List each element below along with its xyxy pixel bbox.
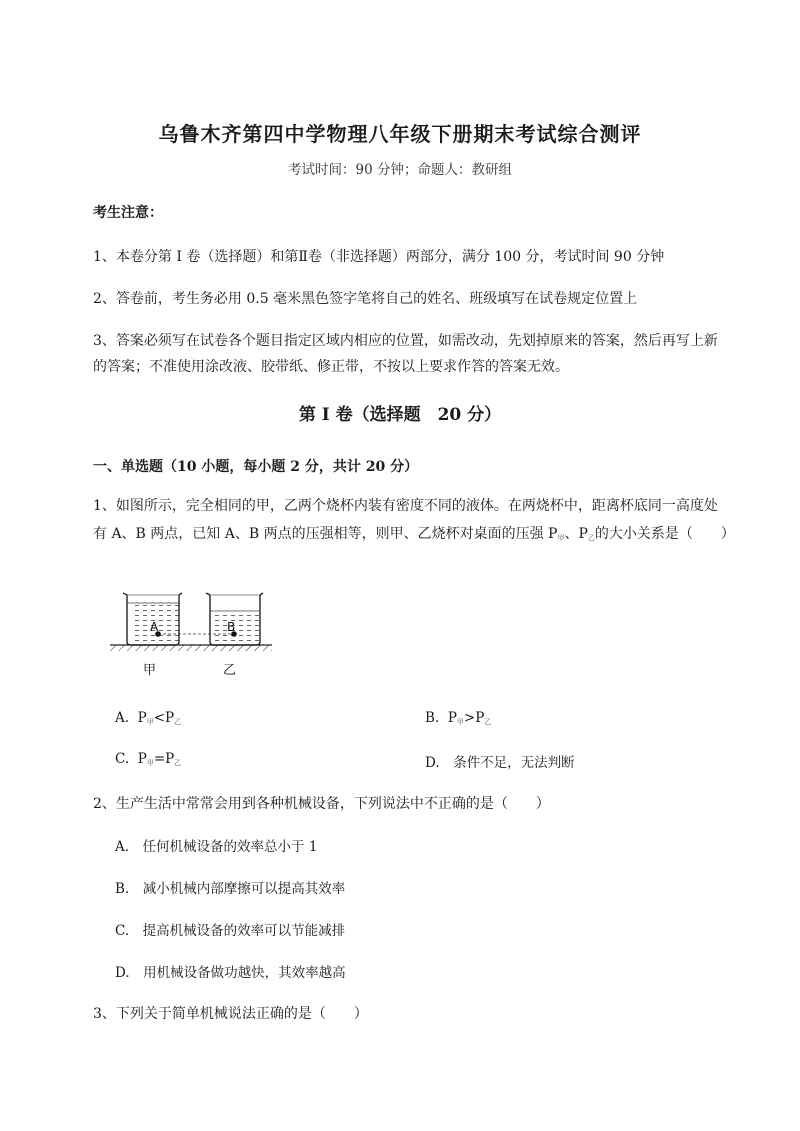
table-hatching [110, 645, 272, 651]
q1-option-b-prefix: B. [425, 710, 440, 726]
subscript-yi: 乙 [174, 718, 182, 726]
subscript-yi: 乙 [587, 534, 595, 542]
notice-item-3-line-1: 3、答案必须写在试卷各个题目指定区域内相应的位置，如需改动，先划掉原来的答案，然后再写上新 [93, 333, 718, 349]
subscript-jia: 甲 [146, 718, 154, 726]
q1-option-d[interactable]: D. 条件不足，无法判断 [425, 755, 575, 771]
section-title: 第 I 卷（选择题 20 分） [298, 405, 502, 425]
q1-option-a-prefix: A. [115, 710, 130, 726]
q1-option-c-prefix: C. [115, 751, 130, 767]
q1-stem-mid: 、P [564, 526, 588, 542]
beakers-figure [110, 583, 280, 683]
q2-stem: 2、生产生活中常常会用到各种机械设备，下列说法中不正确的是（ ） [93, 796, 550, 812]
q1-option-b[interactable] [425, 710, 491, 727]
q1-option-a-op: <P [153, 710, 175, 726]
subscript-jia: 甲 [456, 718, 464, 726]
subscript-yi: 乙 [484, 718, 492, 726]
notice-item-3-line-2: 的答案；不准使用涂改液、胶带纸、修正带，不按以上要求作答的答案无效。 [93, 359, 569, 375]
q3-stem: 3、下列关于简单机械说法正确的是（ ） [93, 1006, 368, 1022]
q1-stem-end: 的大小关系是（ ） [594, 526, 735, 542]
beaker-jia-label: 甲 [143, 663, 157, 678]
q1-stem-line-2 [93, 523, 735, 543]
point-b-label: B [227, 620, 236, 634]
q1-option-b-p1: P [447, 710, 457, 726]
point-a-label: A [150, 620, 159, 634]
beaker-yi-label: 乙 [223, 663, 237, 678]
q1-stem-line-1: 1、如图所示，完全相同的甲，乙两个烧杯内装有密度不同的液体。在两烧杯中，距离杯底同一高度处 [93, 498, 718, 514]
exam-subtitle: 考试时间：90 分钟；命题人：教研组 [288, 162, 512, 178]
q2-option-b[interactable]: B. 减小机械内部摩擦可以提高其效率 [115, 881, 346, 897]
part-heading: 一、单选题（10 小题，每小题 2 分，共计 20 分） [93, 459, 419, 475]
subscript-yi: 乙 [174, 759, 182, 767]
q1-stem-start: 有 A、B 两点，已知 A、B 两点的压强相等，则甲、乙烧杯对桌面的压强 P [93, 526, 558, 542]
q2-option-c[interactable]: C. 提高机械设备的效率可以节能减排 [115, 923, 346, 939]
q2-option-d[interactable]: D. 用机械设备做功越快，其效率越高 [115, 965, 346, 981]
exam-title: 乌鲁木齐第四中学物理八年级下册期末考试综合测评 [158, 122, 642, 146]
notice-item-1: 1、本卷分第 I 卷（选择题）和第Ⅱ卷（非选择题）两部分，满分 100 分，考试时间 90 分钟 [93, 249, 665, 265]
subscript-jia: 甲 [557, 534, 565, 542]
beaker-jia [123, 593, 182, 645]
q1-option-c-p1: P [137, 751, 147, 767]
notice-heading: 考生注意： [93, 205, 163, 221]
q1-option-c[interactable] [115, 751, 181, 768]
q1-option-c-op: =P [153, 751, 175, 767]
beaker-yi [206, 593, 263, 645]
liquid-yi [215, 611, 260, 642]
q2-option-a[interactable]: A. 任何机械设备的效率总小于 1 [115, 839, 318, 855]
q1-option-a[interactable] [115, 710, 181, 727]
subscript-jia: 甲 [146, 759, 154, 767]
q1-option-a-p1: P [137, 710, 147, 726]
q1-option-b-op: >P [463, 710, 485, 726]
notice-item-2: 2、答卷前，考生务必用 0.5 毫米黑色签字笔将自己的姓名、班级填写在试卷规定位置上 [93, 291, 638, 307]
